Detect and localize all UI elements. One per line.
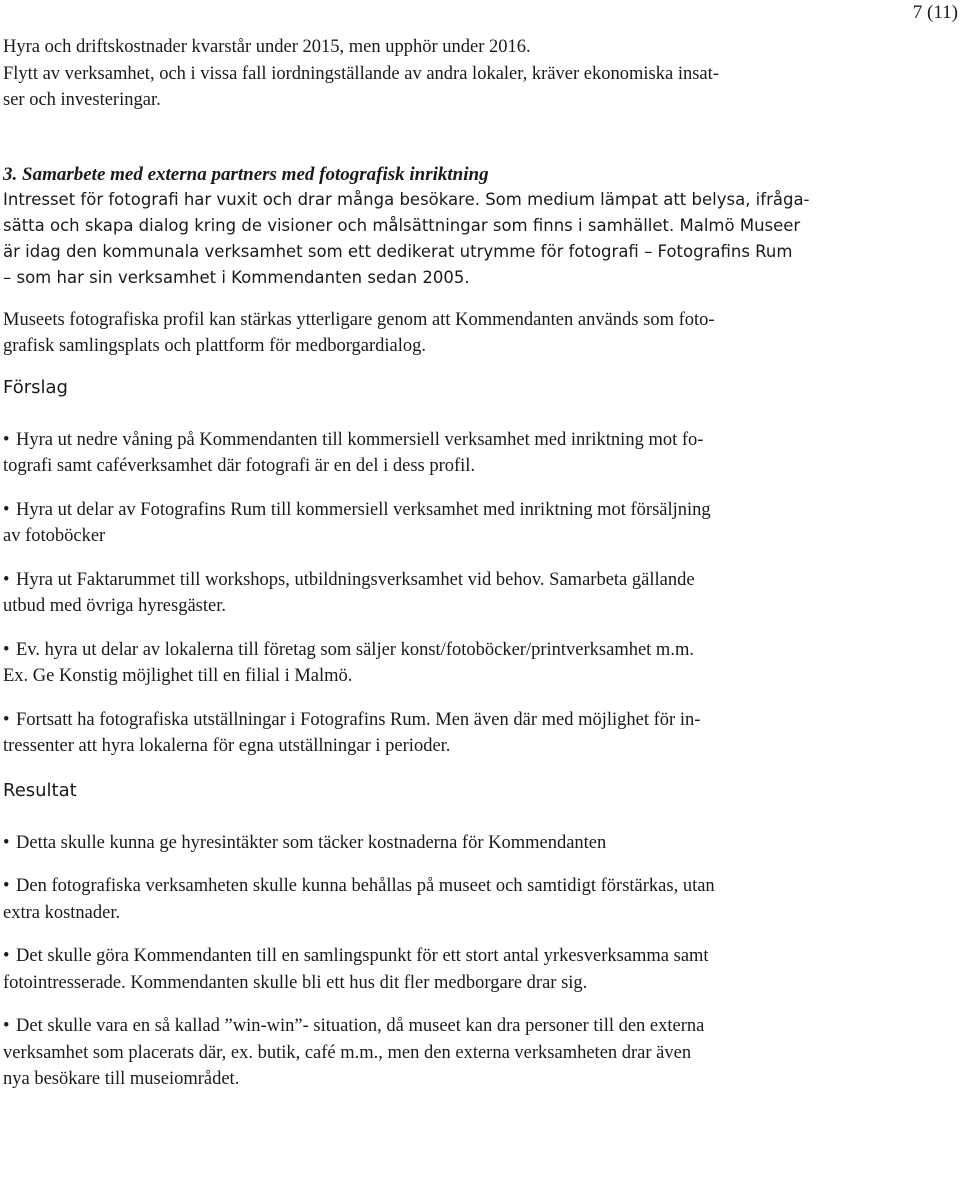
resultat-list (3, 830, 873, 1093)
forslag-item: • Fortsatt ha fotografiska utställningar i Fotografins Rum. Men även där med möjlighet för in- tressenter att hyra lokalerna för egna utställningar i perioder. (3, 707, 873, 760)
section-3-heading: 3. Samarbete med externa partners med fotografisk inriktning (3, 163, 489, 185)
section-3-line: Intresset för fotografi har vuxit och drar många besökare. Som medium lämpat att belysa, ifråga- (3, 189, 810, 209)
forslag-item: • Hyra ut delar av Fotografins Rum till kommersiell verksamhet med inriktning mot försäljning av fotoböcker (3, 497, 873, 550)
resultat-item: • Det skulle vara en så kallad ”win-win”- situation, då museet kan dra personer till den externa verksamhet som placerats där, ex. butik, café m.m., men den externa verksamheten drar även nya besökare till museiområdet. (3, 1013, 873, 1093)
bullet-icon: • (3, 946, 10, 966)
section-3-paragraph-2 (3, 307, 873, 360)
intro-line: Flytt av verksamhet, och i vissa fall iordningställande av andra lokaler, kräver ekonomiska insat- (3, 63, 719, 84)
resultat-heading: Resultat (3, 779, 77, 801)
bullet-icon: • (3, 639, 10, 660)
forslag-item: • Hyra ut Faktarummet till workshops, utbildningsverksamhet vid behov. Samarbeta gällande utbud med övriga hyresgäster. (3, 567, 873, 620)
intro-line: Hyra och driftskostnader kvarstår under 2015, men upphör under 2016. (3, 37, 531, 57)
bullet-icon: • (3, 876, 10, 896)
page-number: 7 (11) (912, 2, 958, 23)
intro-paragraph (3, 34, 873, 114)
forslag-list (3, 427, 873, 760)
bullet-icon: • (3, 499, 10, 520)
document-body (3, 34, 873, 1093)
forslag-item: • Ev. hyra ut delar av lokalerna till företag som säljer konst/fotoböcker/printverksamhet m.m. Ex. Ge Konstig möjlighet till en filial i Malmö. (3, 637, 873, 690)
bullet-icon: • (3, 1016, 10, 1036)
forslag-heading: Förslag (3, 376, 68, 398)
section-3-line: sätta och skapa dialog kring de visioner och målsättningar som finns i samhället. Malmö Museer (3, 215, 801, 235)
section-3-line: – som har sin verksamhet i Kommendanten sedan 2005. (3, 267, 470, 287)
bullet-icon: • (3, 429, 10, 450)
resultat-item: • Det skulle göra Kommendanten till en samlingspunkt för ett stort antal yrkesverksamma samt fotointresserade. Kommendanten skulle bli ett hus dit fler medborgare drar sig. (3, 943, 873, 996)
forslag-item: • Hyra ut nedre våning på Kommendanten till kommersiell verksamhet med inriktning mot fo- tografi samt caféverksamhet där fotografi är en del i dess profil. (3, 427, 873, 480)
bullet-icon: • (3, 569, 10, 590)
bullet-icon: • (3, 832, 10, 853)
resultat-item: • Den fotografiska verksamheten skulle kunna behållas på museet och samtidigt förstärkas, utan extra kostnader. (3, 873, 873, 926)
intro-line: ser och investeringar. (3, 90, 161, 110)
resultat-item: • Detta skulle kunna ge hyresintäkter som täcker kostnaderna för Kommendanten (3, 830, 873, 857)
section-3-line: är idag den kommunala verksamhet som ett dedikerat utrymme för fotografi – Fotografins Rum (3, 241, 793, 261)
section-3-paragraph (3, 187, 873, 291)
section-3-p2-line: Museets fotografiska profil kan stärkas ytterligare genom att Kommendanten används som foto- (3, 309, 715, 330)
section-3-p2-line: grafisk samlingsplats och plattform för medborgardialog. (3, 336, 427, 356)
bullet-icon: • (3, 709, 10, 730)
